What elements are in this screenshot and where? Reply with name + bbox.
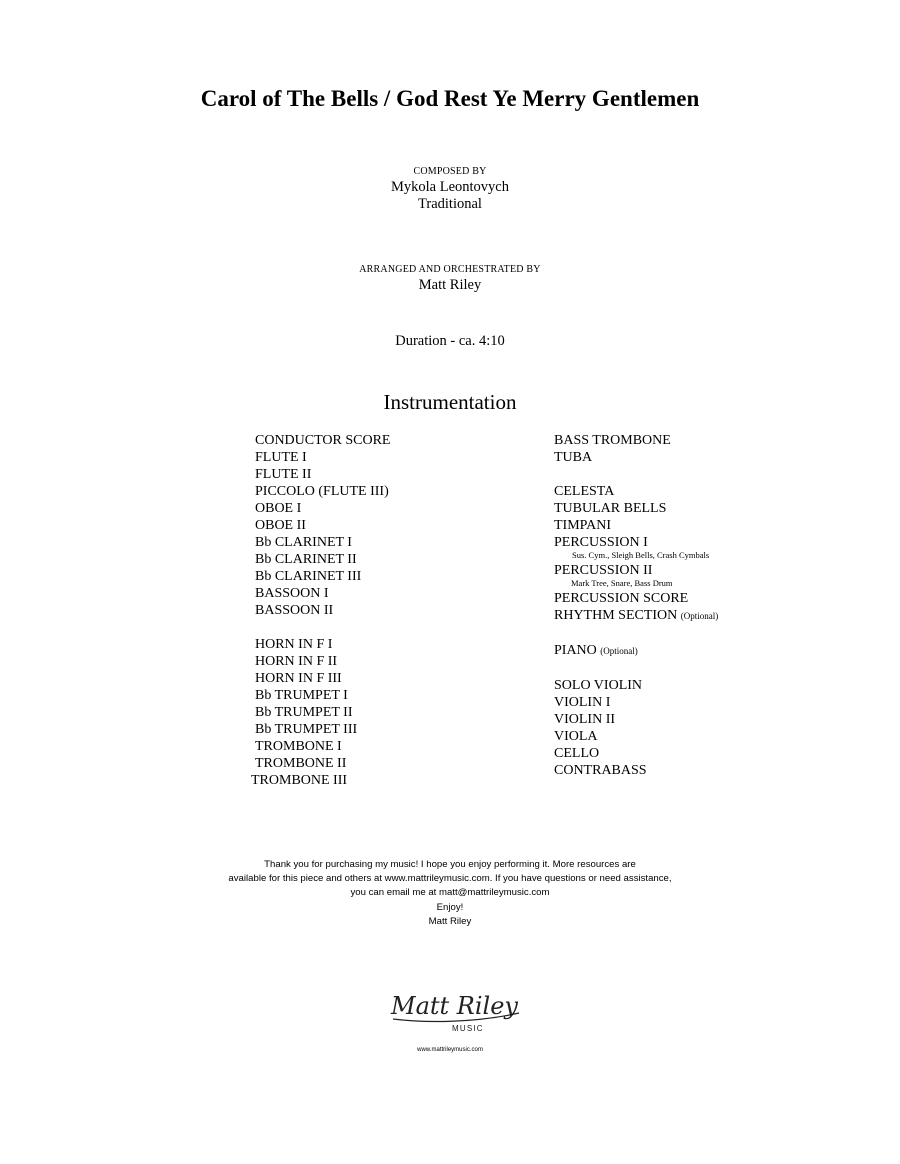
list-item: BASSOON II — [255, 603, 334, 618]
list-item: TROMBONE I — [255, 739, 342, 754]
list-item: TUBULAR BELLS — [554, 501, 667, 516]
list-item: Bb CLARINET II — [255, 552, 357, 567]
list-item — [554, 607, 718, 625]
list-spacer — [554, 660, 718, 677]
logo-signature: Matt Riley — [391, 992, 518, 1020]
duration: Duration - ca. 4:10 — [395, 333, 505, 349]
thank-you-line: you can email me at matt@mattrileymusic.com — [350, 887, 550, 899]
list-item: TIMPANI — [554, 518, 612, 533]
list-item: TUBA — [554, 450, 593, 465]
list-item: Bb CLARINET III — [255, 569, 362, 584]
list-item: PERCUSSION II — [554, 563, 653, 578]
list-item: HORN IN F I — [255, 637, 333, 652]
composer-name: Traditional — [418, 196, 482, 212]
list-item: OBOE I — [255, 501, 302, 516]
list-item: Bb CLARINET I — [255, 535, 352, 550]
matt-riley-music-logo — [385, 983, 525, 1039]
instrumentation-heading: Instrumentation — [383, 390, 517, 414]
list-item: OBOE II — [255, 518, 306, 533]
thank-you-line: Matt Riley — [428, 915, 472, 927]
list-item: VIOLIN I — [554, 695, 611, 710]
list-item: CELLO — [554, 746, 600, 761]
list-item: TROMBONE III — [251, 773, 348, 788]
thank-you-note — [0, 858, 900, 929]
thank-you-line: Thank you for purchasing my music! I hope you enjoy performing it. More resources are — [264, 859, 636, 870]
list-item: VIOLIN II — [554, 712, 616, 727]
list-item: HORN IN F III — [255, 671, 342, 686]
list-item: BASS TROMBONE — [554, 433, 671, 448]
list-item-label: RHYTHM SECTION — [554, 608, 678, 623]
list-item: PERCUSSION I — [554, 535, 648, 550]
list-spacer — [554, 625, 718, 642]
list-item — [554, 642, 718, 660]
percussion2-note: Mark Tree, Snare, Bass Drum — [571, 578, 673, 588]
arranged-by-label: ARRANGED AND ORCHESTRATED BY — [359, 264, 541, 275]
list-item: VIOLA — [554, 729, 598, 744]
composer-name: Mykola Leontovych — [391, 179, 509, 195]
list-item: FLUTE I — [255, 450, 307, 465]
instrument-list-left — [251, 432, 391, 789]
arranger-name: Matt Riley — [418, 277, 482, 293]
list-item: PICCOLO (FLUTE III) — [255, 484, 389, 499]
thank-you-line: available for this piece and others at www.mattrileymusic.com. If you have questions or need assistance, — [228, 873, 672, 885]
thank-you-line: Enjoy! — [436, 901, 464, 913]
list-item: Bb TRUMPET I — [255, 688, 348, 703]
logo-music-word: MUSIC — [452, 1024, 484, 1033]
list-item-label: PIANO — [554, 643, 597, 658]
list-item: TROMBONE II — [255, 756, 347, 771]
website-url: www.mattrileymusic.com — [417, 1047, 483, 1053]
list-item: FLUTE II — [255, 467, 312, 482]
instrument-list-right — [554, 432, 718, 779]
optional-tag: (Optional) — [680, 611, 719, 621]
list-spacer — [554, 466, 718, 483]
percussion1-note: Sus. Cym., Sleigh Bells, Crash Cymbals — [572, 550, 710, 560]
page-title: Carol of The Bells / God Rest Ye Merry Gentlemen — [200, 86, 700, 111]
list-item: HORN IN F II — [255, 654, 338, 669]
list-item: BASSOON I — [255, 586, 329, 601]
list-item: CELESTA — [554, 484, 615, 499]
list-item: CONTRABASS — [554, 763, 647, 778]
optional-tag: (Optional) — [600, 646, 638, 656]
list-item: CONDUCTOR SCORE — [255, 433, 391, 448]
list-item: Bb TRUMPET III — [255, 722, 358, 737]
list-item: Bb TRUMPET II — [255, 705, 353, 720]
list-spacer — [255, 619, 391, 636]
composed-by-label: COMPOSED BY — [413, 166, 487, 177]
list-item: SOLO VIOLIN — [554, 678, 643, 693]
list-item: PERCUSSION SCORE — [554, 591, 689, 606]
